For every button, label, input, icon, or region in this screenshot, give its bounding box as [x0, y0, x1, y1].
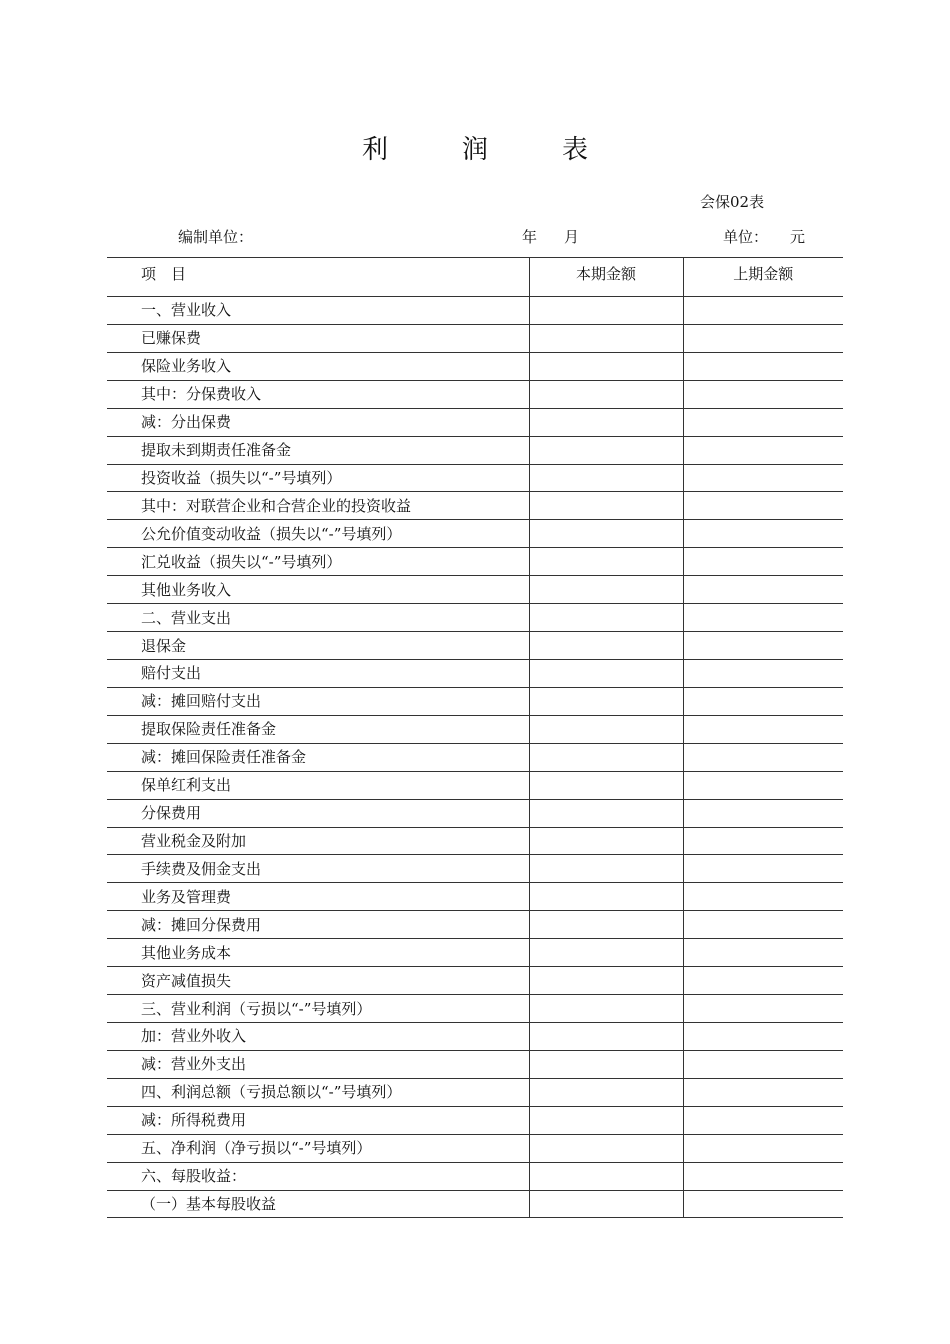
prior-period-amount-cell[interactable]: [683, 436, 843, 464]
year-label: 年: [522, 228, 538, 246]
current-period-amount-cell[interactable]: [529, 352, 683, 380]
table-row: [107, 911, 843, 939]
prior-period-amount-cell[interactable]: [683, 1050, 843, 1078]
prior-period-amount-cell[interactable]: [683, 297, 843, 325]
row-item-label: 投资收益（损失以“-”号填列）: [107, 464, 529, 492]
row-item-label: 资产减值损失: [107, 967, 529, 995]
row-item-label: （一）基本每股收益: [107, 1190, 529, 1218]
row-item-label: 四、利润总额（亏损总额以“-”号填列）: [107, 1078, 529, 1106]
current-period-amount-cell[interactable]: [529, 464, 683, 492]
column-header-current-period: 本期金额: [529, 258, 683, 297]
unit-label: 单位：: [723, 228, 769, 246]
row-item-label: 其他业务成本: [107, 939, 529, 967]
table-row: [107, 799, 843, 827]
prior-period-amount-cell[interactable]: [683, 464, 843, 492]
row-item-label: 减：摊回赔付支出: [107, 687, 529, 715]
table-row: [107, 743, 843, 771]
row-item-label: 退保金: [107, 632, 529, 660]
prior-period-amount-cell[interactable]: [683, 855, 843, 883]
row-item-label: 减：分出保费: [107, 408, 529, 436]
current-period-amount-cell[interactable]: [529, 1190, 683, 1218]
current-period-amount-cell[interactable]: [529, 436, 683, 464]
row-item-label: 一、营业收入: [107, 297, 529, 325]
prior-period-amount-cell[interactable]: [683, 743, 843, 771]
prior-period-amount-cell[interactable]: [683, 1106, 843, 1134]
form-code: 会保02表: [700, 193, 765, 211]
table-row: [107, 576, 843, 604]
table-row: [107, 1162, 843, 1190]
table-row: [107, 297, 843, 325]
row-item-label: 提取保险责任准备金: [107, 715, 529, 743]
prior-period-amount-cell[interactable]: [683, 911, 843, 939]
income-statement-table: [107, 257, 843, 1218]
prior-period-amount-cell[interactable]: [683, 492, 843, 520]
row-item-label: 减：所得税费用: [107, 1106, 529, 1134]
row-item-label: 手续费及佣金支出: [107, 855, 529, 883]
table-row: [107, 1106, 843, 1134]
table-row: [107, 883, 843, 911]
row-item-label: 保险业务收入: [107, 352, 529, 380]
table-row: [107, 380, 843, 408]
prior-period-amount-cell[interactable]: [683, 408, 843, 436]
current-period-amount-cell[interactable]: [529, 380, 683, 408]
prior-period-amount-cell[interactable]: [683, 548, 843, 576]
row-item-label: 其他业务收入: [107, 576, 529, 604]
current-period-amount-cell[interactable]: [529, 743, 683, 771]
row-item-label: 减：摊回保险责任准备金: [107, 743, 529, 771]
row-item-label: 其中：分保费收入: [107, 380, 529, 408]
table-row: [107, 436, 843, 464]
current-period-amount-cell[interactable]: [529, 1134, 683, 1162]
current-period-amount-cell[interactable]: [529, 297, 683, 325]
table-row: [107, 1050, 843, 1078]
prior-period-amount-cell[interactable]: [683, 324, 843, 352]
prior-period-amount-cell[interactable]: [683, 1022, 843, 1050]
row-item-label: 六、每股收益：: [107, 1162, 529, 1190]
prior-period-amount-cell[interactable]: [683, 967, 843, 995]
prior-period-amount-cell[interactable]: [683, 883, 843, 911]
current-period-amount-cell[interactable]: [529, 939, 683, 967]
prior-period-amount-cell[interactable]: [683, 576, 843, 604]
unit-value: 元: [790, 228, 806, 246]
current-period-amount-cell[interactable]: [529, 995, 683, 1023]
current-period-amount-cell[interactable]: [529, 576, 683, 604]
current-period-amount-cell[interactable]: [529, 408, 683, 436]
row-item-label: 加：营业外收入: [107, 1022, 529, 1050]
table-row: [107, 1022, 843, 1050]
row-item-label: 保单红利支出: [107, 771, 529, 799]
prior-period-amount-cell[interactable]: [683, 520, 843, 548]
row-item-label: 其中：对联营企业和合营企业的投资收益: [107, 492, 529, 520]
prior-period-amount-cell[interactable]: [683, 995, 843, 1023]
prior-period-amount-cell[interactable]: [683, 715, 843, 743]
table-row: [107, 827, 843, 855]
table-row: [107, 659, 843, 687]
current-period-amount-cell[interactable]: [529, 520, 683, 548]
current-period-amount-cell[interactable]: [529, 1050, 683, 1078]
row-item-label: 减：摊回分保费用: [107, 911, 529, 939]
table-header-row: [107, 258, 843, 297]
month-label: 月: [564, 228, 580, 246]
row-item-label: 三、营业利润（亏损以“-”号填列）: [107, 995, 529, 1023]
prior-period-amount-cell[interactable]: [683, 1078, 843, 1106]
row-item-label: 分保费用: [107, 799, 529, 827]
prior-period-amount-cell[interactable]: [683, 939, 843, 967]
table-row: [107, 855, 843, 883]
table-row: [107, 771, 843, 799]
current-period-amount-cell[interactable]: [529, 883, 683, 911]
prior-period-amount-cell[interactable]: [683, 687, 843, 715]
current-period-amount-cell[interactable]: [529, 492, 683, 520]
current-period-amount-cell[interactable]: [529, 659, 683, 687]
table-row: [107, 995, 843, 1023]
row-item-label: 公允价值变动收益（损失以“-”号填列）: [107, 520, 529, 548]
prior-period-amount-cell[interactable]: [683, 380, 843, 408]
current-period-amount-cell[interactable]: [529, 687, 683, 715]
table-row: [107, 464, 843, 492]
prior-period-amount-cell[interactable]: [683, 632, 843, 660]
current-period-amount-cell[interactable]: [529, 715, 683, 743]
current-period-amount-cell[interactable]: [529, 548, 683, 576]
row-item-label: 提取未到期责任准备金: [107, 436, 529, 464]
current-period-amount-cell[interactable]: [529, 771, 683, 799]
table-row: [107, 408, 843, 436]
org-label: 编制单位：: [178, 228, 254, 246]
current-period-amount-cell[interactable]: [529, 1106, 683, 1134]
row-item-label: 营业税金及附加: [107, 827, 529, 855]
current-period-amount-cell[interactable]: [529, 855, 683, 883]
current-period-amount-cell[interactable]: [529, 604, 683, 632]
prior-period-amount-cell[interactable]: [683, 1134, 843, 1162]
current-period-amount-cell[interactable]: [529, 1078, 683, 1106]
table-row: [107, 967, 843, 995]
table-row: [107, 1134, 843, 1162]
table-row: [107, 352, 843, 380]
table-row: [107, 548, 843, 576]
prior-period-amount-cell[interactable]: [683, 799, 843, 827]
current-period-amount-cell[interactable]: [529, 967, 683, 995]
prior-period-amount-cell[interactable]: [683, 604, 843, 632]
prior-period-amount-cell[interactable]: [683, 1190, 843, 1218]
table-row: [107, 939, 843, 967]
current-period-amount-cell[interactable]: [529, 324, 683, 352]
table-row: [107, 632, 843, 660]
table-row: [107, 604, 843, 632]
row-item-label: 已赚保费: [107, 324, 529, 352]
column-header-prior-period: 上期金额: [683, 258, 843, 297]
table-row: [107, 715, 843, 743]
row-item-label: 业务及管理费: [107, 883, 529, 911]
table-row: [107, 492, 843, 520]
prior-period-amount-cell[interactable]: [683, 827, 843, 855]
current-period-amount-cell[interactable]: [529, 1022, 683, 1050]
prior-period-amount-cell[interactable]: [683, 352, 843, 380]
current-period-amount-cell[interactable]: [529, 1162, 683, 1190]
page-title: 利润表: [361, 135, 662, 165]
table-row: [107, 324, 843, 352]
prior-period-amount-cell[interactable]: [683, 659, 843, 687]
row-item-label: 五、净利润（净亏损以“-”号填列）: [107, 1134, 529, 1162]
prior-period-amount-cell[interactable]: [683, 1162, 843, 1190]
table-row: [107, 687, 843, 715]
row-item-label: 减：营业外支出: [107, 1050, 529, 1078]
current-period-amount-cell[interactable]: [529, 799, 683, 827]
current-period-amount-cell[interactable]: [529, 911, 683, 939]
prior-period-amount-cell[interactable]: [683, 771, 843, 799]
row-item-label: 二、营业支出: [107, 604, 529, 632]
table-row: [107, 1190, 843, 1218]
current-period-amount-cell[interactable]: [529, 827, 683, 855]
current-period-amount-cell[interactable]: [529, 632, 683, 660]
column-header-item: 项 目: [107, 258, 529, 297]
table-row: [107, 520, 843, 548]
table-row: [107, 1078, 843, 1106]
row-item-label: 赔付支出: [107, 659, 529, 687]
row-item-label: 汇兑收益（损失以“-”号填列）: [107, 548, 529, 576]
